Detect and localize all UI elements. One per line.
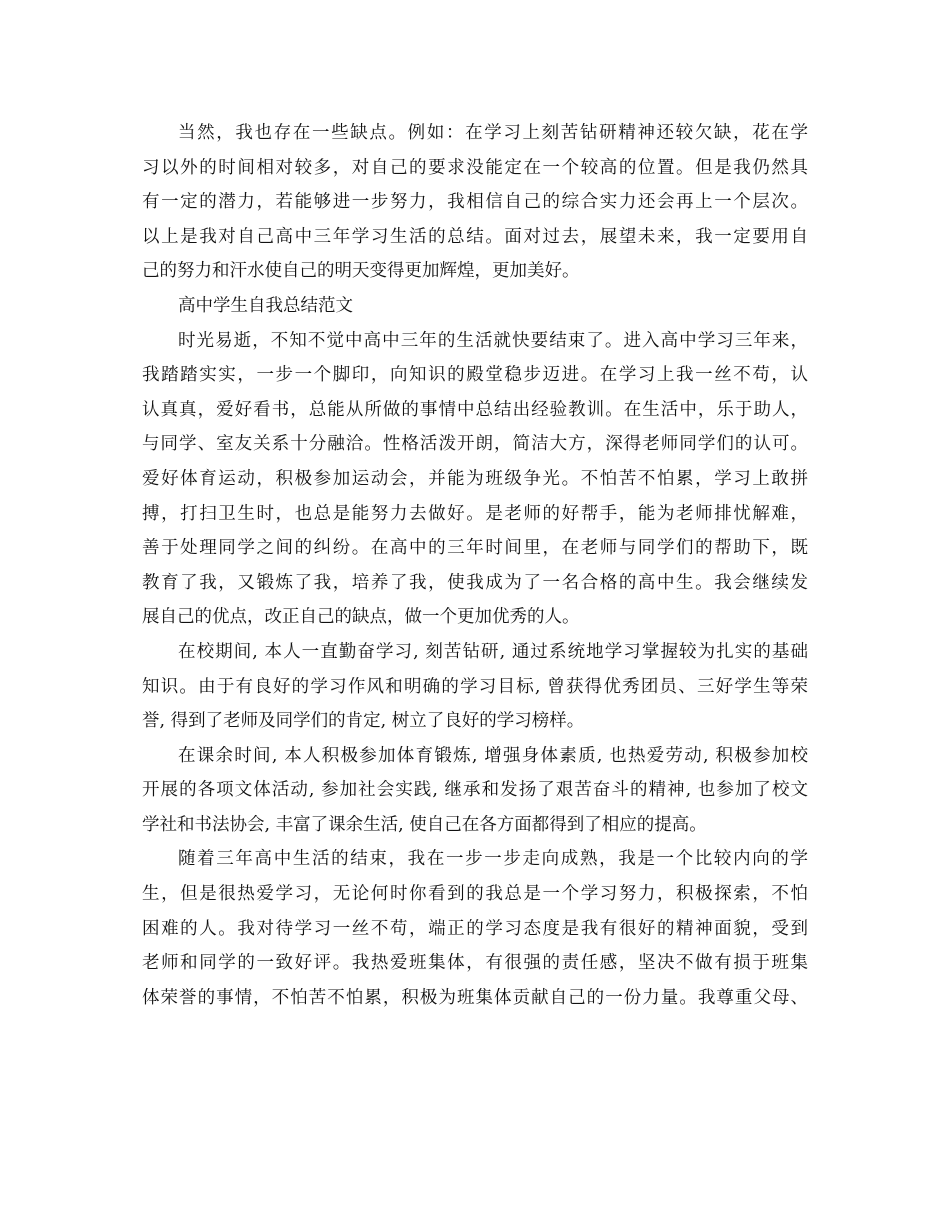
text-line: 学社和书法协会, 丰富了课余生活, 使自己在各方面都得到了相应的提高。 <box>142 814 707 835</box>
text-line: 体荣誉的事情，不怕苦不怕累，积极为班集体贡献自己的一份力量。我尊重父母、 <box>142 987 808 1008</box>
text-line: 老师和同学的一致好评。我热爱班集体，有很强的责任感，坚决不做有损于班集 <box>142 953 808 974</box>
text-line: 随着三年高中生活的结束，我在一步一步走向成熟，我是一个比较内向的学 <box>178 849 808 870</box>
text-line: 己的努力和汗水使自己的明天变得更加辉煌，更加美好。 <box>142 261 580 282</box>
text-line: 在课余时间, 本人积极参加体育锻炼, 增强身体素质, 也热爱劳动, 积极参加校 <box>178 745 808 766</box>
text-line: 有一定的潜力，若能够进一步努力，我相信自己的综合实力还会再上一个层次。 <box>142 192 808 213</box>
paragraph-time-flies <box>142 324 808 635</box>
document-body <box>142 116 808 1015</box>
paragraph-growing-up <box>142 842 808 1015</box>
section-heading <box>142 289 808 324</box>
heading-text: 高中学生自我总结范文 <box>178 295 353 316</box>
text-line: 生，但是很热爱学习，无论何时你看到的我总是一个学习努力，积极探索，不怕 <box>142 884 808 905</box>
text-line: 我踏踏实实，一步一个脚印，向知识的殿堂稳步迈进。在学习上我一丝不苟，认 <box>142 365 808 386</box>
text-line: 以上是我对自己高中三年学习生活的总结。面对过去，展望未来，我一定要用自 <box>142 226 808 247</box>
text-line: 搏，打扫卫生时，也总是能努力去做好。是老师的好帮手，能为老师排忧解难， <box>142 503 808 524</box>
paragraph-shortcomings <box>142 116 808 289</box>
text-line: 困难的人。我对待学习一丝不苟，端正的学习态度是我有很好的精神面貌，受到 <box>142 918 808 939</box>
text-line: 展自己的优点，改正自己的缺点，做一个更加优秀的人。 <box>142 607 580 628</box>
paragraph-extracurricular <box>142 739 808 843</box>
text-line: 善于处理同学之间的纠纷。在高中的三年时间里，在老师与同学们的帮助下，既 <box>142 538 808 559</box>
text-line: 当然，我也存在一些缺点。例如：在学习上刻苦钻研精神还较欠缺，花在学 <box>178 123 808 143</box>
text-line: 习以外的时间相对较多，对自己的要求没能定在一个较高的位置。但是我仍然具 <box>142 157 808 178</box>
text-line: 时光易逝，不知不觉中高中三年的生活就快要结束了。进入高中学习三年来， <box>178 330 808 351</box>
text-line: 爱好体育运动，积极参加运动会，并能为班级争光。不怕苦不怕累，学习上敢拼 <box>142 468 808 489</box>
text-line: 与同学、室友关系十分融洽。性格活泼开朗，简洁大方，深得老师同学们的认可。 <box>142 434 808 455</box>
text-line: 认真真，爱好看书，总能从所做的事情中总结出经验教训。在生活中，乐于助人， <box>142 399 808 420</box>
text-line: 教育了我，又锻炼了我，培养了我，使我成为了一名合格的高中生。我会继续发 <box>142 572 808 593</box>
text-line: 誉, 得到了老师及同学们的肯定, 树立了良好的学习榜样。 <box>142 711 585 732</box>
text-line: 知识。由于有良好的学习作风和明确的学习目标, 曾获得优秀团员、三好学生等荣 <box>142 676 808 697</box>
paragraph-school-study <box>142 635 808 739</box>
text-line: 在校期间, 本人一直勤奋学习, 刻苦钻研, 通过系统地学习掌握较为扎实的基础 <box>178 641 808 662</box>
text-line: 开展的各项文体活动, 参加社会实践, 继承和发扬了艰苦奋斗的精神, 也参加了校文 <box>142 780 808 801</box>
